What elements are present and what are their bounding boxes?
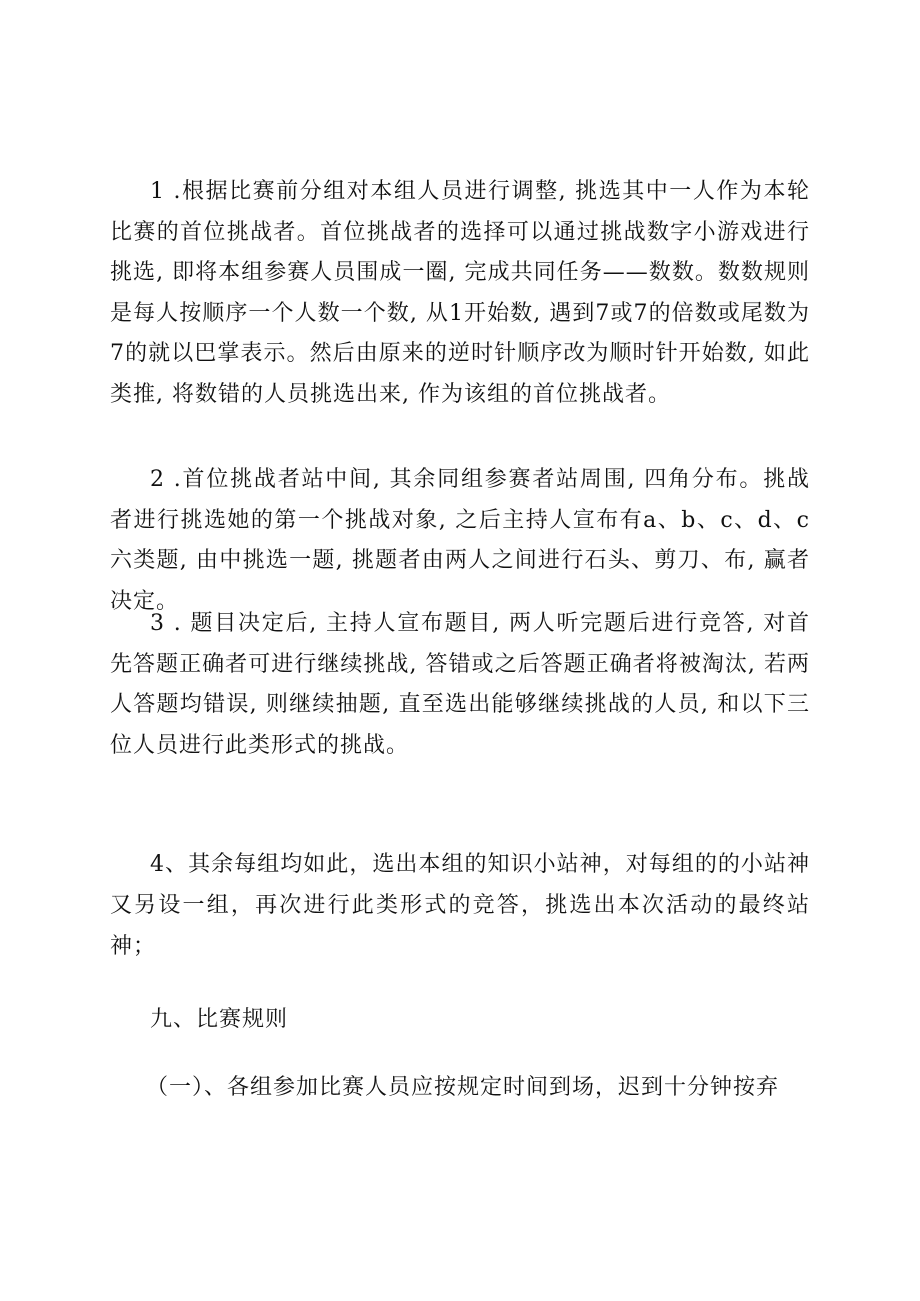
paragraph-4: 4、其余每组均如此，选出本组的知识小站神，对每组的的小站神又另设一组，再次进行此类形式的竞答，挑选出本次活动的最终站神； bbox=[110, 852, 810, 959]
section-heading: 九、比赛规则 bbox=[150, 1007, 289, 1032]
paragraph-3: 3 . 题目决定后, 主持人宣布题目, 两人听完题后进行竞答, 对首先答题正确者可进行继续挑战, 答错或之后答题正确者将被淘汰, 若两人答题均错误, 则继续抽题, 直至选出能够继续挑战的人员, 和以下三位人员进行此类形式的挑战。 bbox=[110, 611, 810, 758]
rule-1-text: （一）、各组参加比赛人员应按规定时间到场，迟到十分钟按弃 bbox=[146, 1075, 780, 1100]
paragraph-1: 1 .根据比赛前分组对本组人员进行调整, 挑选其中一人作为本轮比赛的首位挑战者。首位挑战者的选择可以通过挑战数字小游戏进行挑选, 即将本组参赛人员围成一圈, 完成共同任务——数数。数数规则是每人按顺序一个人数一个数, 从1开始数, 遇到7或7的倍数或尾数为7的就以巴掌表示。然后由原来的逆时针顺序改为顺时针开始数, 如此类推, 将数错的人员挑选出来, 作为该组的首位挑战者。 bbox=[110, 179, 810, 407]
paragraph-2: 2 .首位挑战者站中间, 其余同组参赛者站周围, 四角分布。挑战者进行挑选她的第一个挑战对象, 之后主持人宣布有a、b、c、d、c六类题, 由中挑选一题, 挑题者由两人之间进行石头、剪刀、布, 赢者决定。 bbox=[110, 467, 810, 614]
